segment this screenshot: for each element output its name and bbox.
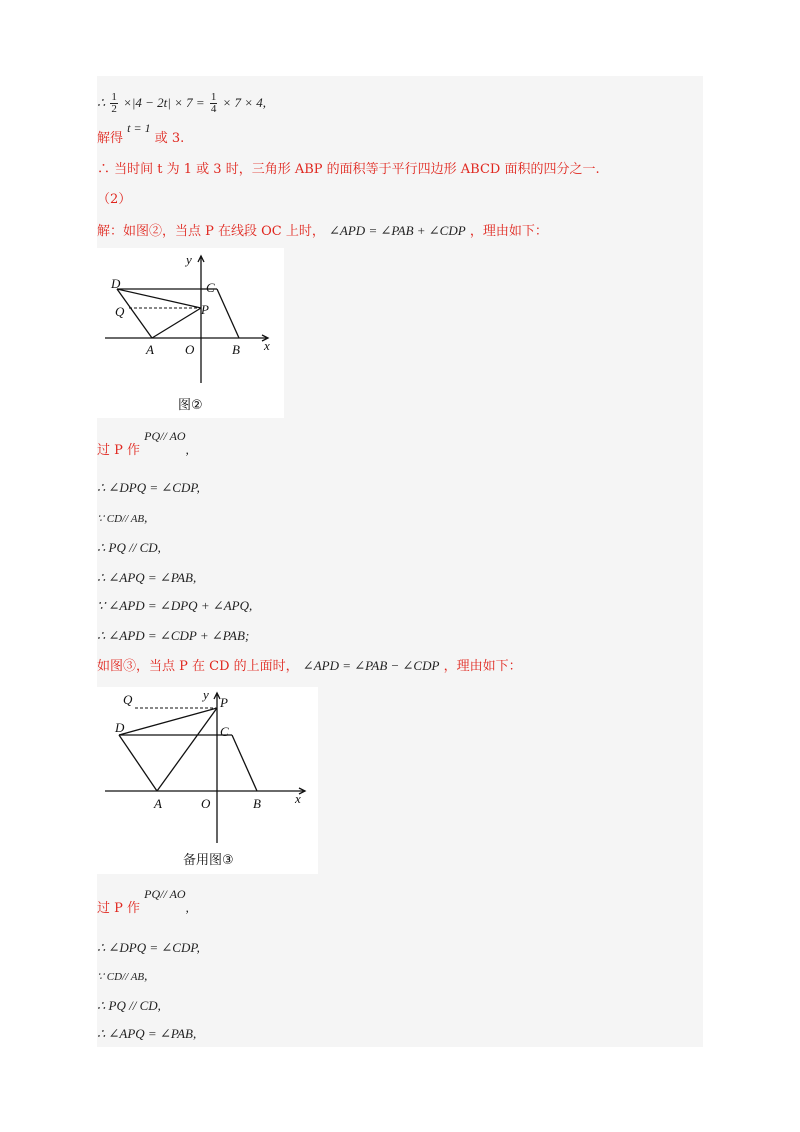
figure-3-caption: 备用图③: [183, 853, 234, 868]
fraction-quarter: [210, 92, 218, 115]
statement-text: 如图③，当点 P 在 CD 的上面时，: [97, 659, 299, 674]
step-line: ∴ ∠DPQ = ∠CDP,: [97, 940, 200, 955]
equation-middle: ×|4 − 2t| × 7 =: [123, 95, 205, 110]
construction-math: PQ// AO: [144, 887, 186, 901]
label-A: A: [146, 342, 154, 357]
statement-suffix: ，理由如下：: [443, 659, 522, 674]
comma: ,: [262, 95, 266, 110]
step-math: ∴ PQ // CD: [97, 998, 158, 1013]
label-C: C: [220, 724, 229, 739]
step-math: ∴ ∠DPQ = ∠CDP: [97, 940, 197, 955]
construction-line: [97, 887, 189, 919]
label-B: B: [232, 342, 240, 357]
document-page: [97, 76, 703, 1047]
solution-line: [97, 121, 185, 149]
part-two-case-two: [97, 656, 522, 677]
solution-math: t = 1: [127, 121, 151, 135]
solution-suffix: 或 3.: [154, 131, 185, 146]
label-P: P: [201, 302, 209, 317]
step-line: ∵ CD// AB,: [97, 510, 148, 525]
label-x: x: [264, 338, 270, 353]
statement-suffix: ，理由如下：: [469, 224, 548, 239]
fraction-half: [110, 92, 118, 115]
figure-2-caption: 图②: [178, 398, 203, 413]
construction-math: PQ// AO: [144, 429, 186, 443]
construction-text: 过 P 作: [97, 901, 141, 916]
label-D: D: [115, 720, 125, 735]
label-O: O: [201, 796, 211, 811]
fraction-denominator: 4: [210, 103, 217, 115]
figure-3: [97, 687, 318, 874]
statement-math: ∠APD = ∠PAB + ∠CDP: [329, 223, 466, 238]
fraction-denominator: 2: [111, 103, 117, 115]
step-line: ∴ PQ // CD,: [97, 540, 161, 555]
step-line: ∴ ∠APQ = ∠PAB,: [97, 570, 197, 585]
label-y: y: [186, 252, 192, 267]
label-Q: Q: [123, 692, 133, 707]
fraction-numerator: 1: [111, 91, 117, 103]
comma: ,: [185, 900, 189, 915]
step-line: ∴ PQ // CD,: [97, 998, 161, 1013]
label-A: A: [154, 796, 162, 811]
step-line: ∴ ∠APQ = ∠PAB,: [97, 1026, 197, 1041]
comma: ,: [185, 442, 189, 457]
label-y: y: [203, 687, 209, 702]
step-math: ∴ ∠DPQ = ∠CDP: [97, 480, 197, 495]
label-C: C: [206, 280, 215, 295]
construction-text: 过 P 作: [97, 443, 141, 458]
construction-line: [97, 429, 189, 461]
step-line: ∵ ∠APD = ∠DPQ + ∠APQ,: [97, 598, 253, 613]
step-math: ∴ ∠APD = ∠CDP + ∠PAB: [97, 628, 245, 643]
step-line: ∴ ∠DPQ = ∠CDP,: [97, 480, 200, 495]
label-Q: Q: [115, 304, 125, 319]
solution-prefix: 解得: [97, 131, 124, 146]
step-math: ∴ ∠APQ = ∠PAB: [97, 570, 193, 585]
equation-tail: × 7 × 4: [222, 95, 263, 110]
label-O: O: [185, 342, 195, 357]
statement-text: 解：如图②，当点 P 在线段 OC 上时，: [97, 224, 325, 239]
fraction-numerator: 1: [210, 91, 217, 103]
equation-line: [97, 92, 266, 115]
step-line: ∴ ∠APD = ∠CDP + ∠PAB;: [97, 628, 250, 643]
statement-math: ∠APD = ∠PAB − ∠CDP: [302, 658, 440, 673]
label-P: P: [220, 695, 228, 710]
step-math: ∵ ∠APD = ∠DPQ + ∠APQ: [97, 598, 250, 613]
step-math: ∴ PQ // CD: [97, 540, 158, 555]
step-line: ∵ CD// AB,: [97, 968, 148, 983]
label-B: B: [253, 796, 261, 811]
label-D: D: [111, 276, 121, 291]
step-math: ∵ CD// AB: [97, 513, 145, 525]
step-math: ∴ ∠APQ = ∠PAB: [97, 1026, 193, 1041]
step-math: ∵ CD// AB: [97, 971, 145, 983]
part-two-label: （2）: [97, 192, 132, 207]
label-x: x: [295, 791, 301, 806]
therefore-symbol: ∴: [97, 95, 106, 110]
part-two-statement: [97, 221, 548, 242]
conclusion-line: ∴ 当时间 t 为 1 或 3 时，三角形 ABP 的面积等于平行四边形 ABCD 面积的四分之一.: [97, 162, 600, 177]
figure-2: [97, 248, 284, 418]
